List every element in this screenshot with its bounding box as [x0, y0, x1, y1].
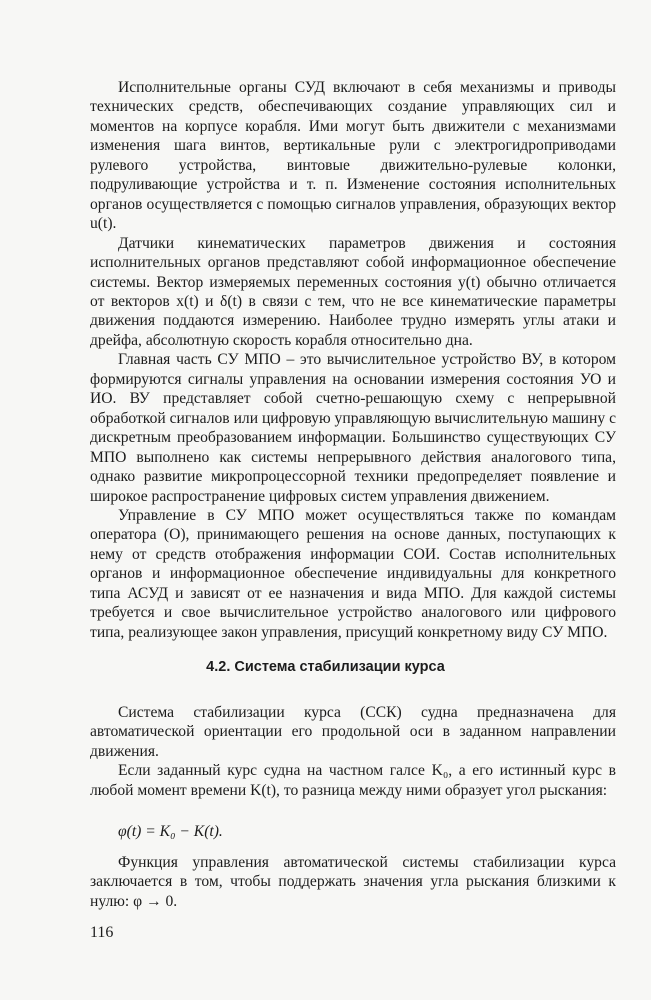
paragraph-sensors: Датчики кинематических параметров движения и состояния исполнительных органов представляют собой информационное обеспечение системы. Вектор измеряемых переменных состояния y(t) обычно отличается от векторов x(t) и δ(t) в связи с тем, что не все кинематические параметры движения поддаются измерению. Наиболее трудно измерять углы атаки и дрейфа, абсолютную скорость корабля относительно дна.: [90, 234, 616, 349]
paragraph-yaw-definition: Если заданный курс судна на частном галсе K₀, а его истинный курс в любой момент времени K(t), то разница между ними образует угол рыскания:: [90, 762, 616, 799]
paragraph-computing-unit: Главная часть СУ МПО – это вычислительное устройство ВУ, в котором формируются сигналы управления на основании измерения состояния УО и ИО. ВУ представляет собой счетно-решающую схему с непрерывной обработкой сигналов или цифровую управляющую вычислительную машину с дискретным преобразованием информации. Большинство существующих СУ МПО выполнено как системы непрерывного действия аналогового типа, однако развитие микропроцессорной техники предопределяет появление и широкое распространение цифровых систем управления движением.: [90, 351, 616, 505]
section-heading: 4.2. Система стабилизации курса: [206, 659, 445, 675]
paragraph-actuators: Исполнительные органы СУД включают в себя механизмы и приводы технических средств, обеспечивающих создание управляющих сил и моментов на корпусе корабля. Ими могут быть движители с механизмами изменения шага винтов, вертикальные рули с электрогидроприводами рулевого устройства, винтовые движительно-рулевые колонки, подруливающие устройства и т. п. Изменение состояния исполнительных органов осуществляется с помощью сигналов управления, образующих вектор u(t).: [90, 79, 616, 233]
section-4-2-closing: [90, 853, 616, 911]
yaw-angle-formula: φ(t) = K₀ − K(t).: [118, 823, 223, 840]
section-4-2-body: [90, 703, 616, 800]
page-number: 116: [90, 924, 114, 941]
paragraph-control-function: Функция управления автоматической системы стабилизации курса заключается в том, чтобы поддержать значения угла рыскания близкими к нулю: φ → 0.: [90, 854, 616, 910]
paragraph-ssk-purpose: Система стабилизации курса (ССК) судна предназначена для автоматической ориентации его продольной оси в заданном направлении движения.: [90, 704, 616, 760]
paragraph-operator-control: Управление в СУ МПО может осуществляться также по командам оператора (О), принимающего решения на основе данных, поступающих к нему от средств отображения информации СОИ. Состав исполнительных органов и информационное обеспечение индивидуальны для конкретного типа АСУД и зависят от ее назначения и вида МПО. Для каждой системы требуется и свое вычислительное устройство аналогового или цифрового типа, реализующее закон управления, присущий конкретному виду СУ МПО.: [90, 506, 616, 641]
section-continued-body: [90, 78, 616, 642]
